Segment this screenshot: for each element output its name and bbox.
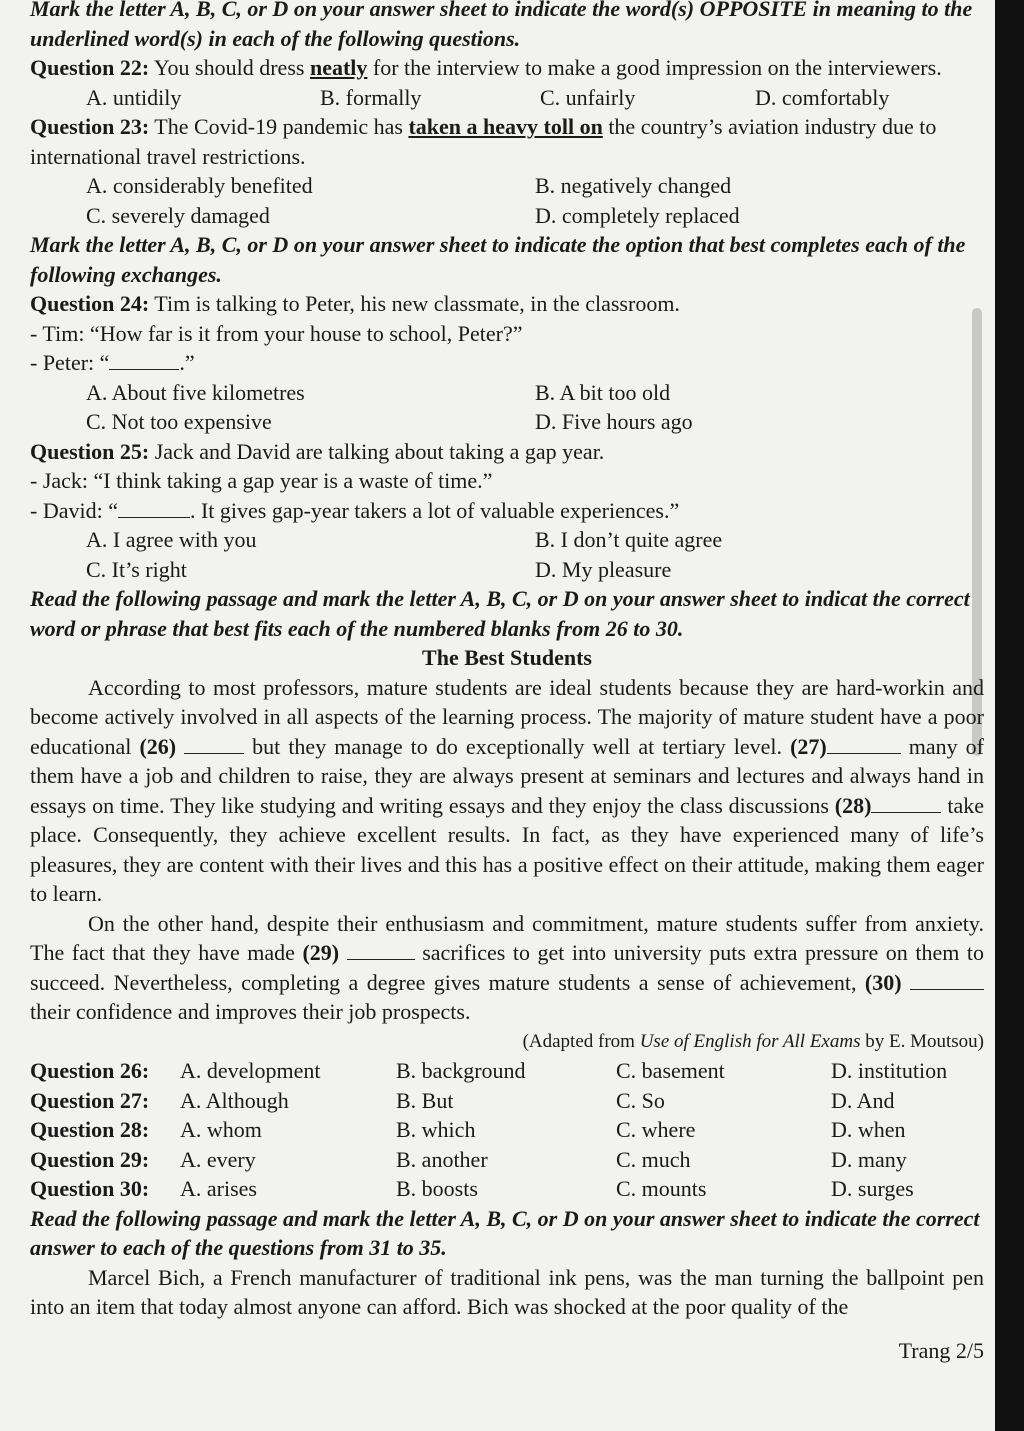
option-b: B. formally (320, 84, 422, 110)
question-24-options-row2 (30, 407, 984, 437)
question-22 (30, 53, 984, 83)
question-28 (30, 1115, 984, 1145)
option-d: D. when (831, 1117, 906, 1142)
blank-28 (871, 794, 941, 813)
option-b: B. boosts (396, 1176, 478, 1201)
blank-30 (910, 971, 984, 990)
instruction-opposite: Mark the letter A, B, C, or D on your answer sheet to indicate the word(s) OPPOSITE in meaning to the underlined word(s) in each of the following questions. (30, 0, 973, 51)
option-b: B. background (396, 1058, 526, 1083)
option-b: B. A bit too old (535, 379, 671, 405)
option-a: A. arises (180, 1176, 257, 1201)
question-30-label: Question 30: (30, 1176, 150, 1201)
question-27 (30, 1086, 984, 1116)
question-23-text-before: The Covid-19 pandemic has (149, 114, 409, 139)
option-b: B. I don’t quite agree (535, 527, 723, 552)
passage-paragraph-1 (30, 673, 984, 909)
question-24 (30, 289, 984, 319)
question-24-label: Question 24: (30, 291, 150, 316)
instruction-exchanges: Mark the letter A, B, C, or D on your answer sheet to indicate the option that best completes each of the following exchanges. (30, 232, 966, 287)
question-29-label: Question 29: (30, 1146, 150, 1172)
line-prefix: - Peter: “ (30, 350, 110, 375)
question-25-line1: - Jack: “I think taking a gap year is a waste of time.” (30, 468, 493, 493)
question-25-text: Jack and David are talking about taking a gap year. (149, 438, 605, 464)
option-a: A. whom (180, 1117, 262, 1142)
page-content (30, 0, 984, 1365)
question-22-options (30, 83, 984, 113)
line-suffix: .” (179, 350, 195, 375)
option-a: A. development (180, 1058, 321, 1083)
option-d: D. comfortably (755, 84, 890, 110)
question-30 (30, 1174, 984, 1204)
question-29 (30, 1145, 984, 1175)
question-25-options-row2 (30, 555, 984, 585)
instruction-passage-questions: Read the following passage and mark the letter A, B, C, or D on your answer sheet to indicate the correct answer to each of the questions from 31 to 35. (30, 1205, 980, 1260)
question-22-text-after: for the interview to make a good impression on the interviewers. (367, 55, 942, 80)
option-c: C. unfairly (540, 84, 636, 110)
option-b: B. another (396, 1146, 488, 1172)
instruction-passage-blanks: Read the following passage and mark the letter A, B, C, or D on your answer sheet to indicat the correct word or phrase that best fits each of the numbered blanks from 26 to 30. (30, 586, 970, 641)
option-a: A. Although (180, 1087, 289, 1113)
option-c: C. mounts (616, 1176, 707, 1201)
question-22-text-before: You should dress (149, 55, 310, 80)
question-24-line2 (30, 348, 984, 378)
option-a: A. considerably benefited (86, 173, 313, 198)
question-25-line2 (30, 496, 984, 526)
passage-text: On the other hand, despite their enthusiasm and commitment, mature students suffer from anxiety. The fact that they have made (30, 910, 984, 965)
passage-text: their confidence and improves their job prospects. (30, 999, 471, 1024)
question-24-text: Tim is talking to Peter, his new classmate, in the classroom. (149, 291, 680, 316)
passage-paragraph-2 (30, 909, 984, 1027)
option-d: D. My pleasure (535, 556, 672, 582)
question-24-options-row1 (30, 378, 984, 408)
passage-text: many of them have a job and children to raise, they are always present at seminars and lectures and always hand in essays on time. They like studying and writing essays and they enjoy the class discussions (30, 733, 985, 818)
answer-blank (109, 351, 179, 370)
question-22-label: Question 22: (30, 55, 150, 80)
blank-26 (184, 735, 244, 754)
passage-text: sacrifices to get into university puts extra pressure on them to succeed. Nevertheless, completing a degree gives mature students a sense of achievement, (30, 940, 984, 995)
question-22-underlined: neatly (309, 55, 368, 80)
question-26-label: Question 26: (30, 1058, 150, 1083)
option-c: C. where (616, 1117, 696, 1142)
option-d: D. And (831, 1087, 895, 1113)
blank-27-label: (27) (790, 733, 827, 759)
option-a: A. every (180, 1146, 256, 1172)
line-prefix: - David: “ (30, 497, 118, 523)
blank-28-label: (28) (834, 792, 872, 818)
blank-27 (827, 735, 901, 754)
option-d: D. Five hours ago (535, 409, 693, 434)
option-d: D. institution (831, 1058, 948, 1083)
question-27-label: Question 27: (30, 1087, 150, 1113)
question-23-underlined: taken a heavy toll on (408, 114, 603, 139)
line-suffix: . It gives gap-year takers a lot of valuable experiences.” (189, 497, 680, 523)
question-26 (30, 1056, 984, 1086)
option-c: C. severely damaged (86, 202, 270, 228)
blank-30-label: (30) (864, 969, 902, 995)
option-b: B. But (396, 1087, 454, 1113)
passage-text: take place. Consequently, they achieve excellent results. In fact, as they have experienced many of life’s pleasures, they are content with their lives and this has a positive effect on their attitude, making them eager to learn. (30, 792, 984, 906)
option-b: B. which (396, 1117, 476, 1142)
question-23-text-after: the country’s aviation industry due to international travel restrictions. (30, 114, 937, 169)
question-23-label: Question 23: (30, 114, 150, 139)
option-c: C. It’s right (86, 556, 187, 582)
question-23 (30, 112, 984, 171)
page-number: Trang 2/5 (898, 1337, 984, 1363)
question-28-label: Question 28: (30, 1117, 150, 1142)
blank-29-label: (29) (302, 940, 340, 965)
blank-29 (347, 941, 415, 960)
question-23-options-row1 (30, 171, 984, 201)
source-prefix: (Adapted from (522, 1030, 640, 1052)
passage-text: but they manage to do exceptionally well at tertiary level. (244, 733, 791, 759)
option-b: B. negatively changed (535, 173, 732, 198)
option-d: D. many (831, 1146, 907, 1172)
passage2-paragraph-1: Marcel Bich, a French manufacturer of traditional ink pens, was the man turning the ballpoint pen into an item that today almost anyone can afford. Bich was shocked at the poor quality of the (30, 1264, 984, 1319)
option-a: A. I agree with you (86, 527, 257, 552)
option-c: C. basement (616, 1058, 725, 1083)
question-25-label: Question 25: (30, 438, 150, 464)
option-a: A. About five kilometres (86, 379, 305, 405)
passage-source (30, 1027, 984, 1057)
blank-26-label: (26) (139, 733, 177, 759)
passage-title: The Best Students (422, 645, 592, 670)
question-25 (30, 437, 984, 467)
passage-text: According to most professors, mature students are ideal students because they are hard-workin and become actively involved in all aspects of the learning process. The majority of mature student have a poor educational (30, 674, 984, 759)
option-d: D. surges (831, 1176, 914, 1201)
answer-blank (118, 499, 190, 518)
source-book-title: Use of English for All Exams (639, 1030, 861, 1052)
option-d: D. completely replaced (535, 202, 740, 228)
question-25-options-row1 (30, 525, 984, 555)
question-24-line1: - Tim: “How far is it from your house to school, Peter?” (30, 320, 523, 346)
option-a: A. untidily (86, 84, 182, 110)
option-c: C. So (616, 1087, 665, 1113)
option-c: C. much (616, 1146, 691, 1172)
question-23-options-row2 (30, 201, 984, 231)
source-author: by E. Moutsou) (860, 1030, 984, 1052)
option-c: C. Not too expensive (86, 409, 272, 434)
